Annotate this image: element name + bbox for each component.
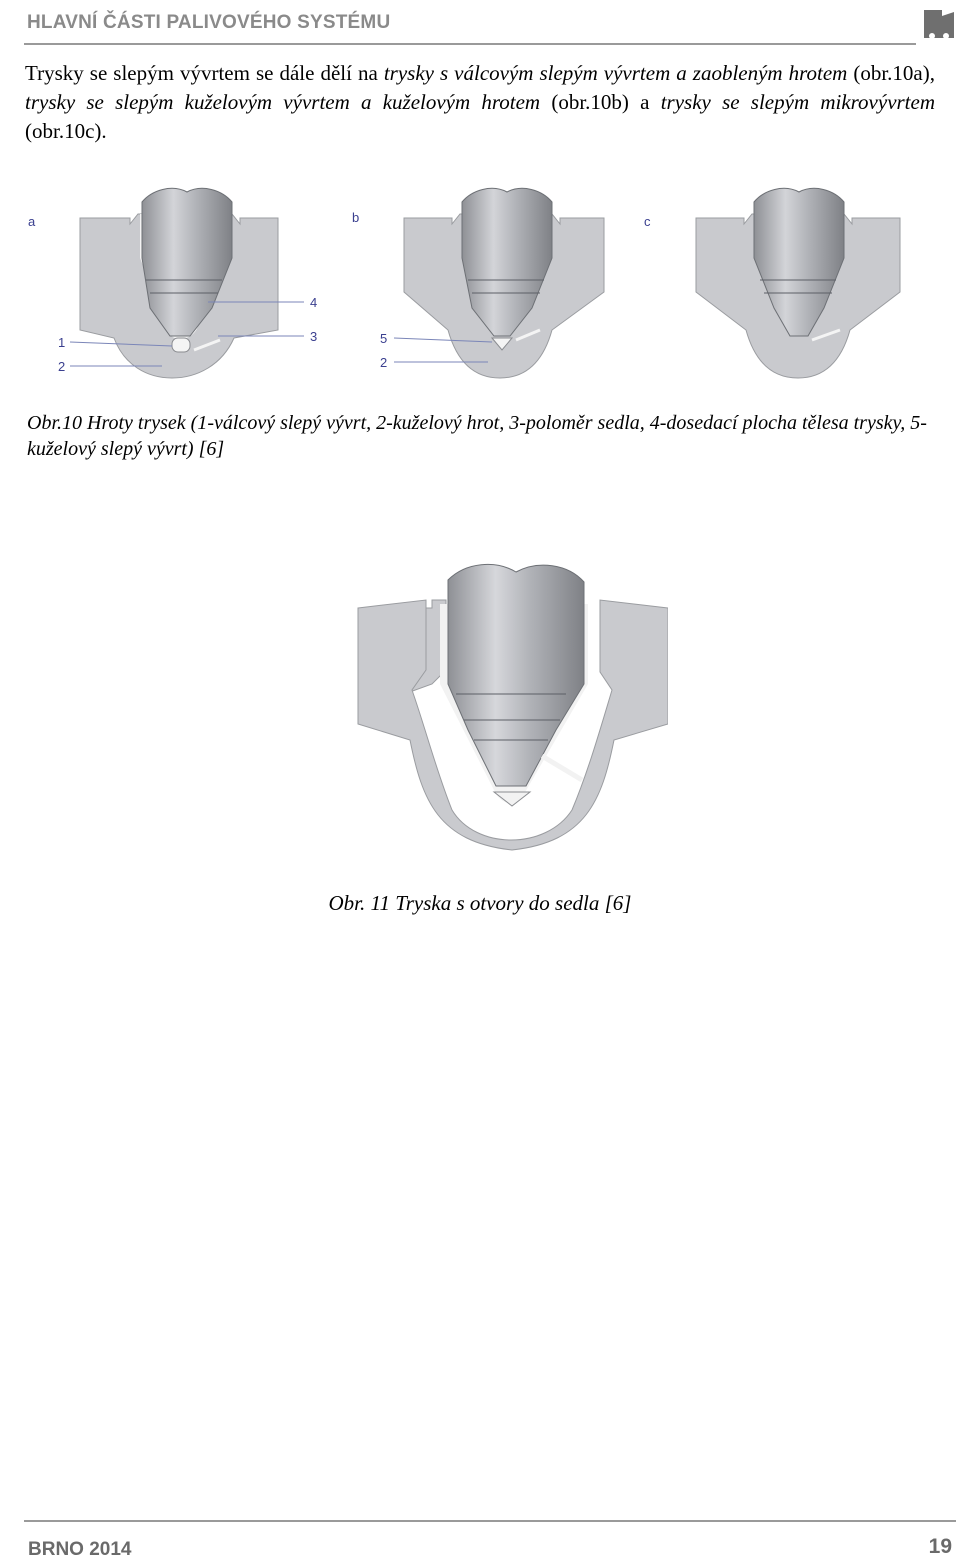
intro-term: trysky bbox=[660, 90, 711, 114]
intro-text: (obr.10b) a bbox=[540, 90, 661, 114]
callout-4: 4 bbox=[310, 295, 318, 310]
panel-label-c: c bbox=[644, 214, 651, 229]
intro-text: Trysky se slepým vývrtem se dále dělí na bbox=[25, 61, 384, 85]
panel-label-b: b bbox=[352, 210, 360, 225]
intro-term: trysky s válcovým slepým vývrtem a zaobleným bbox=[383, 61, 783, 85]
nozzle-panel-a bbox=[80, 188, 278, 378]
panel-label-a: a bbox=[28, 214, 36, 229]
nozzle-panel-c bbox=[696, 188, 900, 378]
callout-2: 2 bbox=[58, 359, 66, 374]
callout-5: 5 bbox=[380, 331, 388, 346]
header-divider bbox=[24, 43, 916, 45]
callout-2b: 2 bbox=[380, 355, 388, 370]
footer-location-year: BRNO 2014 bbox=[28, 1539, 132, 1560]
intro-term: se slepým mikrovývrtem bbox=[722, 90, 936, 114]
figure-11-nozzle-seat-holes bbox=[356, 560, 668, 858]
intro-term: trysky se slepým kuželovým vývrtem a kuželovým hrotem bbox=[25, 90, 541, 114]
nozzle-panel-b bbox=[404, 188, 604, 378]
intro-term: hrotem bbox=[788, 61, 848, 85]
page-number: 19 bbox=[928, 1535, 952, 1558]
figure-11-caption: Obr. 11 Tryska s otvory do sedla [6] bbox=[328, 891, 632, 915]
callout-3: 3 bbox=[310, 329, 318, 344]
intro-text: (obr.10a), bbox=[847, 61, 935, 85]
running-header-title: HLAVNÍ ČÁSTI PALIVOVÉHO SYSTÉMU bbox=[27, 12, 391, 33]
logo-icon bbox=[922, 6, 956, 40]
callout-1: 1 bbox=[58, 335, 66, 350]
figure-10-caption: Obr.10 Hroty trysek (1-válcový slepý vývrt, 2-kuželový hrot, 3-poloměr sedla, 4-dosedací plocha tělesa trysky, 5-kuželový slepý vývrt) [6] bbox=[27, 412, 927, 460]
intro-paragraph bbox=[25, 59, 935, 146]
intro-text: (obr.10c). bbox=[25, 119, 107, 143]
footer-divider bbox=[24, 1520, 956, 1522]
figure-10-nozzle-tips bbox=[22, 180, 942, 395]
